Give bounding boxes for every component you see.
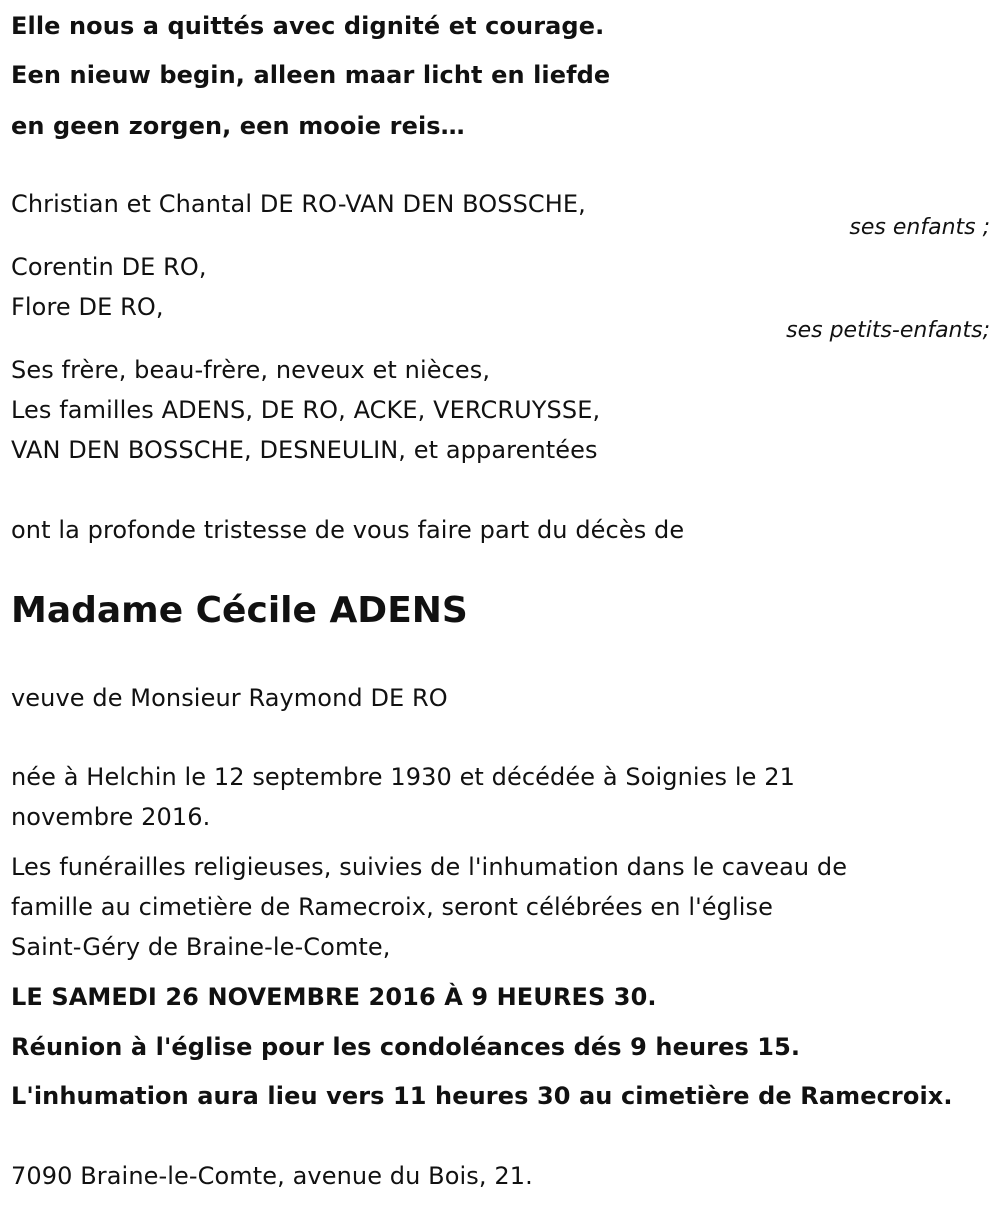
family-line-3: VAN DEN BOSSCHE, DESNEULIN, et apparentées: [11, 436, 598, 464]
deceased-name: Madame Cécile ADENS: [11, 590, 468, 631]
widow-of: veuve de Monsieur Raymond DE RO: [11, 684, 448, 712]
funeral-line-3: Saint-Géry de Braine-le-Comte,: [11, 933, 391, 961]
family-address: 7090 Braine-le-Comte, avenue du Bois, 21.: [11, 1162, 533, 1190]
birth-death-line-2: novembre 2016.: [11, 803, 211, 831]
intro-line-1: Elle nous a quittés avec dignité et courage.: [11, 12, 605, 40]
announcement-text: ont la profonde tristesse de vous faire part du décès de: [11, 516, 685, 544]
funeral-line-2: famille au cimetière de Ramecroix, seront célébrées en l'église: [11, 893, 773, 921]
intro-line-3: en geen zorgen, een mooie reis…: [11, 112, 465, 140]
grandchild-name-2: Flore DE RO,: [11, 293, 164, 321]
condolences-info: Réunion à l'église pour les condoléances dés 9 heures 15.: [11, 1033, 801, 1061]
funeral-date: LE SAMEDI 26 NOVEMBRE 2016 À 9 HEURES 30.: [11, 983, 657, 1011]
funeral-line-1: Les funérailles religieuses, suivies de l'inhumation dans le caveau de: [11, 853, 848, 881]
children-names: Christian et Chantal DE RO-VAN DEN BOSSCHE,: [11, 190, 586, 218]
family-line-1: Ses frère, beau-frère, neveux et nièces,: [11, 356, 491, 384]
grandchild-name-1: Corentin DE RO,: [11, 253, 207, 281]
intro-line-2: Een nieuw begin, alleen maar licht en liefde: [11, 61, 611, 89]
birth-death-line-1: née à Helchin le 12 septembre 1930 et décédée à Soignies le 21: [11, 763, 795, 791]
burial-info: L'inhumation aura lieu vers 11 heures 30 au cimetière de Ramecroix.: [11, 1082, 953, 1110]
children-role: ses enfants ;: [849, 215, 990, 240]
family-line-2: Les familles ADENS, DE RO, ACKE, VERCRUYSSE,: [11, 396, 601, 424]
grandchildren-role: ses petits-enfants;: [786, 318, 990, 343]
